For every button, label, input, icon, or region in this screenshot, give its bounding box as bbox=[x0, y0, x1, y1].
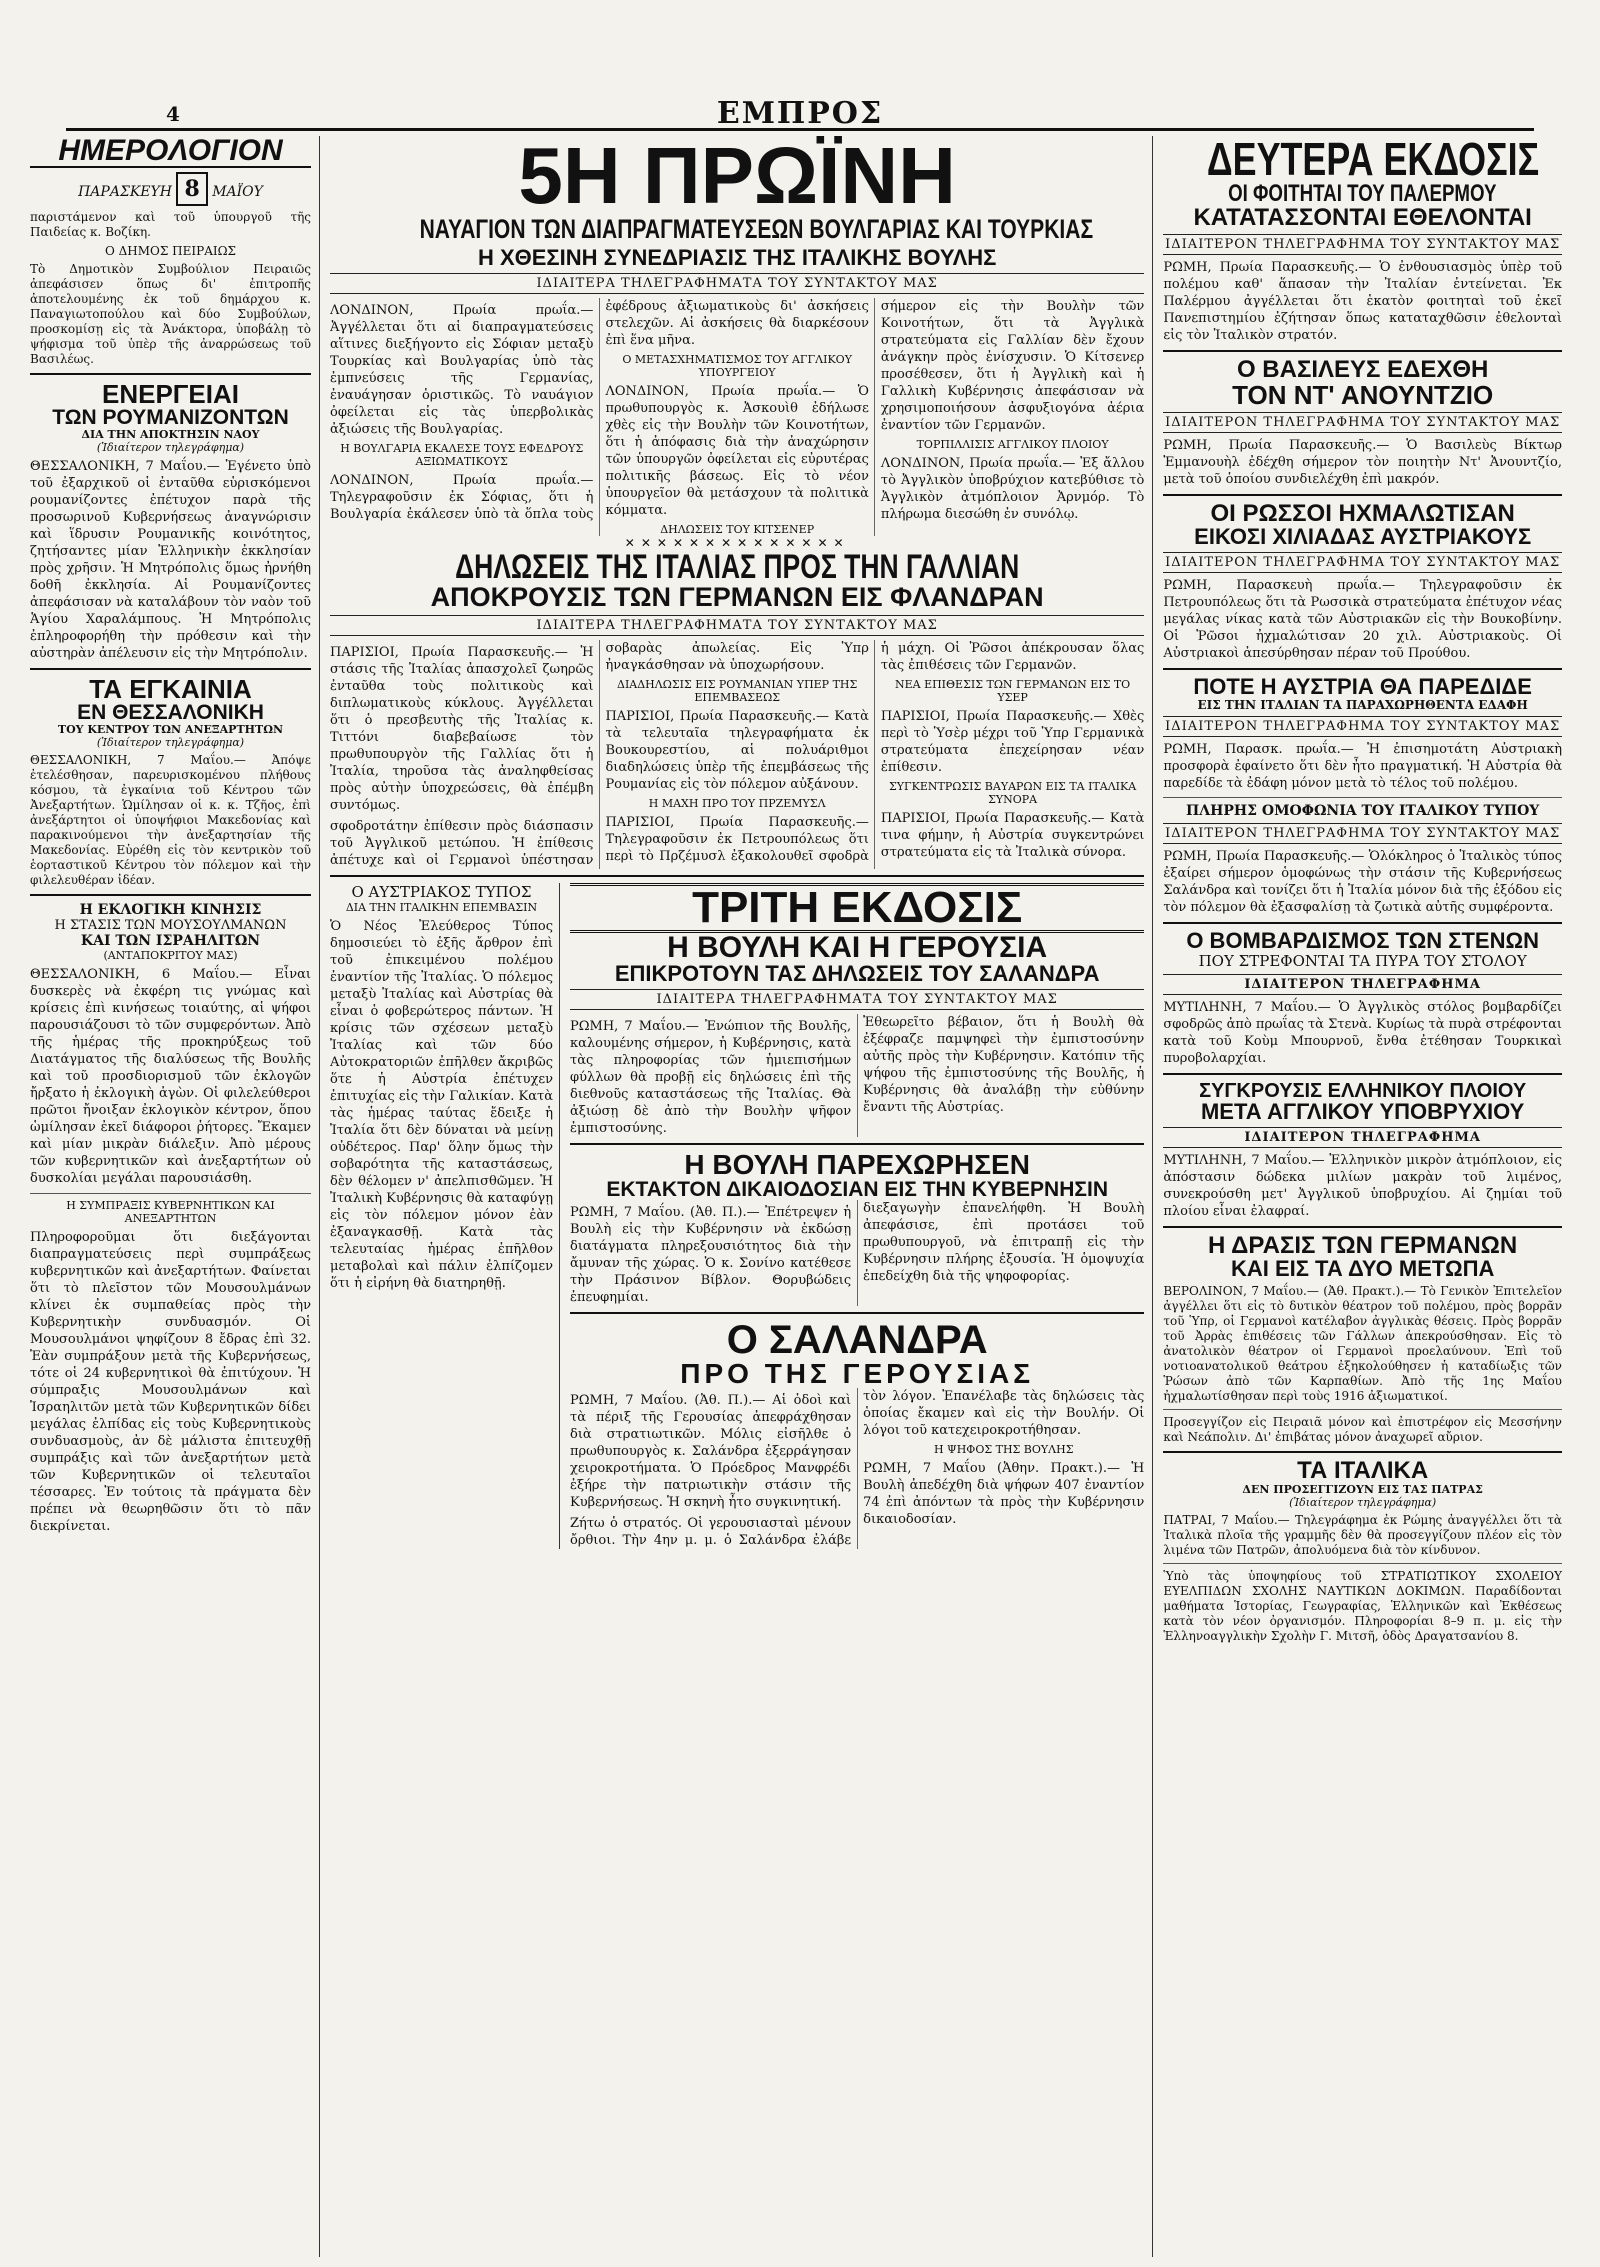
deutera-text-6: ΜΥΤΙΛΗΝΗ, 7 Μαΐου.— Ὁ Ἀγγλικὸς στόλος βομβαρδίζει σφοδρῶς ἀπὸ πρωΐας τὰ Στενὰ. Κυρίως τὰ πυρὰ στρέφονται κατὰ τοῦ Κοὺμ Μπουρνοῦ, ἔνθα ἐτέθησαν Τουρκικαὶ πυροβολαρχίαι. bbox=[1163, 1000, 1562, 1066]
proini-text-5: ΛΟΝΔΙΝΟΝ, Πρωία πρωΐα.— Ἐξ ἄλλου τὸ Ἀγγλικὸν ὑποβρύχιον κατεβύθισε τὸ Ἀγγλικὸν ἀτμόπλοιον Ἀρνμόρ. Τὸ πλήρωμα διεσώθη ἐν συνόλῳ. bbox=[880, 456, 1145, 522]
triti-text-5: ΡΩΜΗ, 7 Μαΐου. (Ἀθ. Π.).— Αἱ ὁδοὶ καὶ τὰ πέριξ τῆς Γερουσίας ἀπεφράχθησαν διὰ στρατιωτικῶν. Μόλις εἰσῆλθε ὁ πρωθυπουργὸς κ. Σαλάνδρα ἐξερράγησαν χειροκροτήματα. Ὁ Πρόεδρος Μανφρέδι ἐξήρε τὴν πατριωτικὴν στάσιν τῆς Κυβερνήσεως. Ἡ σκηνὴ ἦτο συγκινητική. bbox=[570, 1393, 852, 1510]
ekloges-subtitle-2: ΚΑΙ ΤΩΝ ΙΣΡΑΗΛΙΤΩΝ bbox=[80, 933, 261, 949]
triti-text-2: Ἐθεωρεῖτο βέβαιον, ὅτι ἡ Βουλὴ θὰ ἐξέφραζε παμψηφεὶ τὴν ἐμπιστοσύνην αὐτῆς πρὸς τὴν Κυβέρνησιν. Κατόπιν τῆς ψήφου τῆς ἐμπιστοσύνης τῆς Βουλῆς, ἡ Κυβέρνησις θὰ ἀναλάβῃ τὴν εὐθύνην ἔναντι τῆς Αὐστρίας. bbox=[863, 1015, 1145, 1115]
divider bbox=[570, 1143, 1144, 1145]
proini-subheading-5: ΤΟΡΠΙΛΛΙΣΙΣ ΑΓΓΛΙΚΟΥ ΠΛΟΙΟΥ bbox=[916, 438, 1109, 451]
proini-headline-text: ΝΑΥΑΓΙΟΝ ΤΩΝ ΔΙΑΠΡΑΓΜΑΤΕΥΣΕΩΝ ΒΟΥΛΓΑΡΙΑΣ ΚΑΙ ΤΟΥΡΚΙΑΣ bbox=[419, 214, 1094, 244]
deutera-headline-8: Η ΔΡΑΣΙΣ ΤΩΝ ΓΕΡΜΑΝΩΝ bbox=[1208, 1232, 1518, 1259]
newspaper-name: ΕΜΠΡΟΣ bbox=[716, 96, 884, 131]
triti-headline-2: Η ΒΟΥΛΗ ΠΑΡΕΧΩΡΗΣΕΝ bbox=[684, 1149, 1030, 1180]
divider bbox=[1163, 350, 1562, 352]
page-number: 4 bbox=[166, 102, 180, 126]
proini-text-2: ΛΟΝΔΙΝΟΝ, Πρωία πρωΐα.— Τηλεγραφοῦσιν ἐκ Σόφιας, ὅτι ἡ Βουλγαρία ἐκάλεσεν ὑπὸ τὰ ὅπλα τοὺς ἐφέδρους ἀξιωματικοὺς δι' ἀσκήσεις στελεχῶν. Αἱ ἀσκήσεις θὰ διαρκέσουν ἐπὶ ἕνα μῆνα. bbox=[330, 299, 869, 522]
triti-columns-2 bbox=[570, 1200, 1144, 1306]
column-deutera bbox=[1163, 136, 1570, 2257]
divider bbox=[570, 1312, 1144, 1314]
divider bbox=[1163, 1409, 1562, 1410]
deutera-title-text: ΔΕΥΤΕΡΑ ΕΚΔΟΣΙΣ bbox=[1207, 136, 1540, 185]
divider bbox=[1163, 1563, 1562, 1564]
deutera-byline-3: ΙΔΙΑΙΤΕΡΟΝ ΤΗΛΕΓΡΑΦΗΜΑ ΤΟΥ ΣΥΝΤΑΚΤΟΥ ΜΑΣ bbox=[1163, 552, 1562, 573]
divider bbox=[1163, 1073, 1562, 1075]
italy-text-3: ΠΑΡΙΣΙΟΙ, Πρωία Παρασκευῆς.— Κατὰ τὰ τελευταῖα τηλεγραφήματα ἐκ Βουκουρεστίου, αἱ πολυάριθμοι διαδηλώσεις ὑπὲρ τῆς ἐπεμβάσεως τῆς Ρουμανίας εἰς τὸν πόλεμον αὐξάνουν. bbox=[605, 709, 869, 792]
deutera-byline-5: ΙΔΙΑΙΤΕΡΟΝ ΤΗΛΕΓΡΑΦΗΜΑ ΤΟΥ ΣΥΝΤΑΚΤΟΥ ΜΑΣ bbox=[1163, 823, 1562, 844]
divider bbox=[330, 875, 1144, 877]
italy-subheadline: ΑΠΟΚΡΟΥΣΙΣ ΤΩΝ ΓΕΡΜΑΝΩΝ ΕΙΣ ΦΛΑΝΔΡΑΝ bbox=[430, 582, 1044, 612]
triti-subheadline-3: ΠΡΟ ΤΗΣ ΓΕΡΟΥΣΙΑΣ bbox=[680, 1358, 1035, 1389]
deutera-subheadline-2: ΤΟΝ ΝΤ' ΑΝΟΥΝΤΖΙΟ bbox=[1232, 380, 1494, 410]
deutera-text-1: ΡΩΜΗ, Πρωία Παρασκευῆς.— Ὁ ἐνθουσιασμὸς ὑπὲρ τοῦ πολέμου καθ' ἅπασαν τὴν Ἰταλίαν ἐντείνεται. Ἐκ Παλέρμου ἀγγέλλεται ὅτι ἑκατὸν φοιτηταὶ τοῦ ἐκεῖ Πανεπιστημίου ἐζήτησαν ὅπως καταταχθῶσιν ἐθελονταὶ εἰς τὸν Ἰταλικὸν στρατόν. bbox=[1163, 260, 1562, 343]
calendar-subheading: Ο ΔΗΜΟΣ ΠΕΙΡΑΙΩΣ bbox=[104, 244, 237, 258]
triti-text-1: ΡΩΜΗ, 7 Μαΐου.— Ἐνώπιον τῆς Βουλῆς, καλουμένης σήμερον, ἡ Κυβέρνησις, κατὰ τὰς πληροφορίας τῶν ἡμιεπισήμων φύλλων θὰ προβῇ εἰς δηλώσεις ἐπὶ τῆς διεθνοῦς καταστάσεως τῆς Ἰταλίας. Θὰ ἀξιώσῃ δὲ ἀπὸ τὴν Βουλὴν ψῆφον ἐμπιστοσύνης. bbox=[570, 1019, 852, 1136]
deutera-text-2: ΡΩΜΗ, Πρωία Παρασκευῆς.— Ὁ Βασιλεὺς Βίκτωρ Ἐμμανουὴλ ἐδέχθη σήμερον τὸν ποιητὴν Ντ' Ἀνουντζίο, μετὰ τοῦ ὁποίου συνδιελέχθη ἐπὶ μακρόν. bbox=[1163, 438, 1562, 487]
triti-subheading-4: Η ΨΗΦΟΣ ΤΗΣ ΒΟΥΛΗΣ bbox=[933, 1443, 1074, 1456]
calendar-text-2: Τὸ Δημοτικὸν Συμβούλιον Πειραιῶς ἀπεφάσισεν ὅπως δι' ἐπιτροπῆς ἀποτελουμένης ἐκ τοῦ δημάρχου κ. Παναγιωτοπούλου καὶ δύο Συμβούλων, προσκομίσῃ εἰς τὰ Ἀνάκτορα, ὑποβάλῃ τὸ ψήφισμα τοῦ ὑπὲρ τῆς ἀναρρώσεως τοῦ Βασιλέως. bbox=[30, 262, 311, 366]
divider bbox=[30, 1193, 311, 1194]
triti-headline: Η ΒΟΥΛΗ ΚΑΙ Η ΓΕΡΟΥΣΙΑ bbox=[667, 931, 1048, 964]
egkainia-note: (Ἰδιαίτερον τηλεγράφημα) bbox=[96, 736, 245, 749]
italy-subheading-3: Η ΜΑΧΗ ΠΡΟ ΤΟΥ ΠΡΖΕΜΥΣΛ bbox=[648, 797, 826, 810]
egkainia-text: ΘΕΣΣΑΛΟΝΙΚΗ, 7 Μαΐου.— Ἀπόψε ἐτελέσθησαν, παρευρισκομένου πλήθους κόσμου, τὰ ἐγκαίνια τοῦ Κέντρου τῶν Ἀνεξαρτήτων. Ὡμίλησαν οἱ κ. κ. Τζῆος, ἐπὶ ἀνεξάρτητοι οἱ ὑποψήφιοι Μακεδονίας καὶ παρακινούμενοι τὴν ἀνεξαρτησίαν τῆς Μακεδονίας. Εὑρέθη εἰς τὸν κεντρικὸν τοῦ ἑορταστικοῦ Κέντρου τὸν πόλεμον καὶ τὴν φιλελευθέραν ἰδέαν. bbox=[30, 753, 311, 887]
deutera-subheadline-4: ΕΙΣ ΤΗΝ ΙΤΑΛΙΑΝ ΤΑ ΠΑΡΑΧΩΡΗΘΕΝΤΑ ΕΔΑΦΗ bbox=[1197, 698, 1528, 712]
proini-text-4: σήμερον εἰς τὴν Βουλὴν τῶν Κοινοτήτων, ὅτι τὰ Ἀγγλικὰ στρατεύματα εἰς Γαλλίαν δὲν ἔχουν ἀνάγκην πρὸς ἐνίσχυσιν. Ὁ Κίτσενερ προσέθεσεν, ὅτι ἡ Ἀγγλικὴ καὶ ἡ Γαλλικὴ Κυβέρνησις ἀπεφάσισαν νὰ χρησιμοποιήσουν ἀσφυξιογόνα ἀέρια ἐναντίον τῶν Γερμανῶν. bbox=[880, 299, 1145, 433]
proini-columns bbox=[330, 298, 1144, 536]
deutera-text-5: ΡΩΜΗ, Πρωία Παρασκευῆς.— Ὁλόκληρος ὁ Ἰταλικὸς τύπος ἐξαίρει σήμερον ὁμοφώνως τὴν στάσιν τῆς Κυβερνήσεως Σαλάνδρα καὶ τονίζει ὅτι ἡ Ἰταλία μόνον διὰ τῆς ἐξόδου εἰς τὸν πόλεμον θὰ ἐξασφαλίσῃ τὰ ζωτικὰ αὐτῆς συμφέροντα. bbox=[1163, 849, 1562, 915]
masthead-rule bbox=[66, 128, 1534, 131]
deutera-subheadline-6: ΠΟΥ ΣΤΡΕΦΟΝΤΑΙ ΤΑ ΠΥΡΑ ΤΟΥ ΣΤΟΛΟΥ bbox=[1198, 952, 1527, 970]
deutera-byline-2: ΙΔΙΑΙΤΕΡΟΝ ΤΗΛΕΓΡΑΦΗΜΑ ΤΟΥ ΣΥΝΤΑΚΤΟΥ ΜΑΣ bbox=[1163, 412, 1562, 433]
triti-subheadline-2: ΕΚΤΑΚΤΟΝ ΔΙΚΑΙΟΔΟΣΙΑΝ ΕΙΣ ΤΗΝ ΚΥΒΕΡΝΗΣΙΝ bbox=[606, 1178, 1108, 1201]
column-grid bbox=[30, 136, 1570, 2257]
divider bbox=[30, 373, 311, 375]
divider bbox=[1163, 1226, 1562, 1228]
calendar-title: ΗΜΕΡΟΛΟΓΙΟΝ bbox=[30, 136, 311, 168]
divider bbox=[1163, 797, 1562, 798]
deutera-headline-2: Ο ΒΑΣΙΛΕΥΣ ΕΔΕΧΘΗ bbox=[1236, 356, 1489, 383]
egkainia-title: ΤΑ ΕΓΚΑΙΝΙΑ bbox=[89, 674, 252, 704]
austrian-press-text: Ὁ Νέος Ἐλεύθερος Τύπος δημοσιεύει τὸ ἑξῆς ἄρθρον ἐπὶ τοῦ ἐπικειμένου πολέμου ἐναντίον τῆς Ἰταλίας. Ὁ πόλεμος μεταξὺ Ἰταλίας καὶ Αὐστρίας θὰ εἶναι ὁ φοβερώτερος πάντων. Ἡ κρίσις τῶν σχέσεων μεταξὺ Ἰταλίας καὶ τῶν δύο Αὐτοκρατοριῶν ἐπῆλθεν ἄκριβῶς ὅτε ἡ Αὐστρία ἐπέτυχεν ἐπιτυχίας εἰς τὴν Γαλικίαν. Κατὰ τὰς ἡμέρας ταύτας ἔδειξε ἡ Ἰταλία ὅτι δὲν δύναται νὰ μείνῃ οὐδέτερος. Παρ' ὅλην ὅμως τὴν σοβαρότητα τῆς καταστάσεως, δὲν θέλομεν ν' ἀπελπισθῶμεν. Ἡ Ἰταλικὴ Κυβέρνησις θὰ καταφύγῃ εἰς τὸν πόλεμον μόνον ἐὰν ἐξαναγκασθῇ. Κατὰ τὰς τελευταίας ἡμέρας ἐπῆλθον μεταβολαὶ καὶ πάλιν ἐλπίζομεν ὅτι ἡ εἰρήνη θὰ διατηρηθῇ. bbox=[330, 919, 553, 1291]
article-ekloges bbox=[30, 902, 311, 1187]
deutera-text-3: ΡΩΜΗ, Παρασκευὴ πρωΐα.— Τηλεγραφοῦσιν ἐκ Πετρουπόλεως ὅτι τὰ Ρωσσικὰ στρατεύματα ἐπέτυχον νέας μεγάλας νίκας κατὰ τῶν Αὐστριακῶν εἰς τὴν Βουκοβίνην. Οἱ Ῥῶσοι ἠχμαλώτισαν 20 χιλ. Αὐστριακοὺς. Οἱ Αὐστριακοὶ ἀπεσύρθησαν πέραν τοῦ Προύθου. bbox=[1163, 578, 1562, 661]
deutera-headline-9: ΤΑ ΙΤΑΛΙΚΑ bbox=[1297, 1457, 1429, 1484]
proini-subheadline: Η ΧΘΕΣΙΝΗ ΣΥΝΕΔΡΙΑΣΙΣ ΤΗΣ ΙΤΑΛΙΚΗΣ ΒΟΥΛΗΣ bbox=[477, 245, 997, 270]
proini-text-3: ΛΟΝΔΙΝΟΝ, Πρωία πρωΐα.— Ὁ πρωθυπουργὸς κ. Ἀσκουὶθ ἐδήλωσε χθὲς εἰς τὴν Βουλὴν τῶν Κοινοτήτων, ὅτι ἡ ἀπόφασις διὰ τὴν ἀναχώρησιν τῶν ὑπουργῶν ὀφείλεται εἰς εὐρυτέρας πολιτικῆς βάσεως. Εἰς τὸ νέον ὑπουργεῖον θὰ μετάσχουν τὰ πολιτικὰ κόμματα. bbox=[605, 384, 869, 518]
calendar-text-1: παριστάμενον καὶ τοῦ ὑπουργοῦ τῆς Παιδείας κ. Βοζίκη. bbox=[30, 210, 311, 239]
triti-text-7: ΡΩΜΗ, 7 Μαΐου (Ἀθην. Πρακτ.).— Ἡ Βουλὴ ἀπεδέχθη διὰ ψήφων 407 ἐναντίον 74 ἐπὶ ἀπόντων τὰ πρὸς τὴν Κυβέρνησιν δικαιοδοσίαν. bbox=[863, 1461, 1145, 1527]
deutera-byline-7: ΙΔΙΑΙΤΕΡΟΝ ΤΗΛΕΓΡΑΦΗΜΑ bbox=[1163, 1127, 1562, 1148]
deutera-text-7: ΜΥΤΙΛΗΝΗ, 7 Μαΐου.— Ἑλληνικὸν μικρὸν ἀτμόπλοιον, εἰς ἀπόστασιν δώδεκα μιλίων μακρὰν τοῦ λιμένος, συνεκρούσθη μετ' Ἀγγλικοῦ ὑποβρυχίου. Αἱ ζημίαι τοῦ πλοίου εἶναι ἐλαφραί. bbox=[1163, 1153, 1562, 1219]
italy-headline-text: ΔΗΛΩΣΕΙΣ ΤΗΣ ΙΤΑΛΙΑΣ ΠΡΟΣ ΤΗΝ ΓΑΛΛΙΑΝ bbox=[455, 548, 1020, 586]
article-energeiai bbox=[30, 381, 311, 662]
ekloges-note: (ΑΝΤΑΠΟΚΡΙΤΟΥ ΜΑΣ) bbox=[103, 949, 238, 962]
calendar-date-number: 8 bbox=[176, 172, 207, 206]
triti-title: ΤΡΙΤΗ ΕΚΔΟΣΙΣ bbox=[570, 883, 1144, 933]
austrian-press-subtitle: ΔΙΑ ΤΗΝ ΙΤΑΛΙΚΗΝ ΕΠΕΜΒΑΣΙΝ bbox=[345, 901, 538, 914]
italy-text-6: ΠΑΡΙΣΙΟΙ, Πρωία Παρασκευῆς.— Κατὰ τινα φήμην, ἡ Αὐστρία συγκεντρώνει στρατεύματα εἰς τὰ Ἰταλικὰ σύνορα. bbox=[880, 811, 1145, 860]
deutera-title bbox=[1163, 136, 1562, 185]
deutera-headline-7: ΣΥΓΚΡΟΥΣΙΣ ΕΛΛΗΝΙΚΟΥ ΠΛΟΙΟΥ bbox=[1199, 1080, 1527, 1102]
deutera-byline-6: ΙΔΙΑΙΤΕΡΟΝ ΤΗΛΕΓΡΑΦΗΜΑ bbox=[1163, 974, 1562, 995]
triti-text-3: ΡΩΜΗ, 7 Μαΐου. (Ἀθ. Π.).— Ἐπέτρεψεν ἡ Βουλὴ εἰς τὴν Κυβέρνησιν νὰ ἐκδώσῃ διατάγματα πληρεξουσιότητος διὰ τὴν ἄμυναν τῆς χώρας. Ὁ κ. Σονίνο κατέθεσε τὴν Πράσινον Βίβλον. Θορυβώδεις ἐπευφημίαι. bbox=[570, 1205, 852, 1305]
triti-columns-3 bbox=[570, 1388, 1144, 1549]
deutera-text-9: ΠΑΤΡΑΙ, 7 Μαΐου.— Τηλεγράφημα ἐκ Ρώμης ἀναγγέλλει ὅτι τὰ Ἰταλικὰ πλοῖα τῆς γραμμῆς δὲν θὰ προσεγγίζουν πλέον εἰς τὸν λιμένα τῶν Πατρῶν, ἀπολυόμενα διὰ τὸν κίνδυνον. bbox=[1163, 1513, 1562, 1557]
article-egkainia bbox=[30, 676, 311, 888]
divider bbox=[1163, 922, 1562, 924]
deutera-headline-6: Ο ΒΟΜΒΑΡΔΙΣΜΟΣ ΤΩΝ ΣΤΕΝΩΝ bbox=[1186, 928, 1539, 953]
deutera-headline-4: ΠΟΤΕ Η ΑΥΣΤΡΙΑ ΘΑ ΠΑΡΕΔΙΔΕ bbox=[1193, 674, 1532, 699]
deutera-subheadline-9: ΔΕΝ ΠΡΟΣΕΓΓΙΖΟΥΝ ΕΙΣ ΤΑΣ ΠΑΤΡΑΣ bbox=[1242, 1483, 1483, 1496]
italy-subheading-4: ΝΕΑ ΕΠΙΘΕΣΙΣ ΤΩΝ ΓΕΡΜΑΝΩΝ ΕΙΣ ΤΟ ΥΣΕΡ bbox=[894, 678, 1131, 704]
divider bbox=[30, 668, 311, 670]
deutera-byline-4: ΙΔΙΑΙΤΕΡΟΝ ΤΗΛΕΓΡΑΦΗΜΑ ΤΟΥ ΣΥΝΤΑΚΤΟΥ ΜΑΣ bbox=[1163, 716, 1562, 737]
ekloges-title: Η ΕΚΛΟΓΙΚΗ ΚΙΝΗΣΙΣ bbox=[79, 902, 262, 918]
lower-main bbox=[330, 883, 1144, 1549]
triti-columns-1 bbox=[570, 1014, 1144, 1137]
article-austrian-press bbox=[330, 883, 560, 1549]
proini-subheading-4: ΔΗΛΩΣΕΙΣ ΤΟΥ ΚΙΤΣΕΝΕΡ bbox=[660, 523, 815, 536]
energeiai-text: ΘΕΣΣΑΛΟΝΙΚΗ, 7 Μαΐου.— Ἐγένετο ὑπὸ τοῦ ἐξαρχικοῦ οἱ ἐνταῦθα εὑρισκόμενοι ρουμανίζοντες ἐπέτυχον παρὰ τῆς προσωρινοῦ Κυβερνήσεως ἀναγνώρισιν καὶ ἵδρυσιν Ρουμανικῆς κοινότητος, ζητήσαντες μίαν Ἑλληνικὴν ἐκκλησίαν πρὸς χρῆσιν. Ἡ Μητρόπολις ὅμως ἠρνήθη δοθῆ ἐκκλησία. Αἱ Ρουμανίζοντες ἀπεφάσισαν νὰ καταλάβουν τὸν ναὸν τοῦ Ἁγίου Χαραλάμπους. Ἡ Μητρόπολις ἐπληροφορήθη τὴν πρόθεσιν καὶ τὴν αὐστηρὰν ἀπέλευσιν εἰς τὴν Μητρόπολιν. bbox=[30, 459, 311, 661]
ekloges-subtitle-1: Η ΣΤΑΣΙΣ ΤΩΝ ΜΟΥΣΟΥΛΜΑΝΩΝ bbox=[54, 918, 287, 933]
italy-text-5: ΠΑΡΙΣΙΟΙ, Πρωία Παρασκευῆς.— Χθὲς περὶ τὸ Ὑσὲρ μέχρι τοῦ Ὑπρ Γερμανικὰ στρατεύματα ἐπεχείρησαν νέαν ἐπίθεσιν. bbox=[880, 709, 1145, 775]
energeiai-title: ΕΝΕΡΓΕΙΑΙ bbox=[102, 379, 239, 409]
deutera-text-8: ΒΕΡΟΛΙΝΟΝ, 7 Μαΐου.— (Ἀθ. Πρακτ.).— Τὸ Γενικὸν Ἐπιτελεῖον ἀγγέλλει ὅτι εἰς τὸ δυτικὸν θέατρον τοῦ πολέμου, πρὸς βορρᾶν τοῦ Ὑπρ, οἱ Γερμανοὶ κατέλαβον ἀγγλικὰς θέσεις. Πρὸς βορρᾶν τοῦ Ἀρρὰς ἐπιθέσεις τῶν Γάλλων ἀπεκρούσθησαν. Εἰς τὸ ἀνατολικὸν θέατρον οἱ Γερμανοὶ προελαύνουν. Ἐπὶ τοῦ νοτιοανατολικοῦ θεάτρου ἐξηκολούθησεν ἡ καταδίωξις τῶν Ῥώσων ἀπὸ τῶν Καρπαθίων. Ἀπὸ τῆς 1ης Μαΐου ἠχμαλωτίσθησαν περὶ τοὺς 1916 ἀξιωματικοί. bbox=[1163, 1284, 1562, 1403]
symmaxies-text: Πληροφοροῦμαι ὅτι διεξάγονται διαπραγματεύσεις περὶ συμπράξεως κυβερνητικῶν καὶ ἀνεξαρτήτων. Φαίνεται ὅτι τὸ πλεῖστον τῶν Μουσουλμάνων κλίνει ἐκ συμπαθείας πρὸς τὴν Κυβερνητικὴν συνδυασμόν. Οἱ Μουσουλμάνοι ψηφίζουν 8 ἔδρας ἐπὶ 32. Ἐὰν συμπράξουν μετὰ τῆς Κυβερνήσεως, τότε οἱ 24 κυβερνητικοὶ θὰ ἐπιτύχουν. Ἡ σύμπραξις Μουσουλμάνων καὶ Ἰσραηλιτῶν μετὰ τῶν Κυβερνητικῶν δίδει μεγάλας ἐλπίδας εἰς τοὺς Κυβερνητικοὺς συνδυασμοὺς, ἀν δὲ μάλιστα ἐπιτευχθῇ συμπράξις καὶ τῶν ἀνεξαρτήτων μετὰ τῶν Κυβερνητικῶν οἱ τελευταῖοι τέσσαρες. Ἐν τούτοις τὰ πράγματα δὲν πρέπει νὰ θεωρηθῶσιν ὅτι τὸ πᾶν διεκρίνεται. bbox=[30, 1230, 311, 1534]
triti-subheadline: ΕΠΙΚΡΟΤΟΥΝ ΤΑΣ ΔΗΛΩΣΕΙΣ ΤΟΥ ΣΑΛΑΝΔΡΑ bbox=[614, 961, 1100, 986]
deutera-headline bbox=[1163, 182, 1562, 206]
deutera-headline-text: ΟΙ ΦΟΙΤΗΤΑΙ ΤΟΥ ΠΑΛΕΡΜΟΥ bbox=[1228, 180, 1497, 207]
deutera-note-9: (Ἰδιαίτερον τηλεγράφημα) bbox=[1289, 1496, 1437, 1509]
school-notice: Ὑπὸ τὰς ὑποψηφίους τοῦ ΣΤΡΑΤΙΩΤΙΚΟΥ ΣΧΟΛΕΙΟΥ ΕΥΕΛΠΙΔΩΝ ΣΧΟΛΗΣ ΝΑΥΤΙΚΩΝ ΔΟΚΙΜΩΝ. Παραδίδονται μαθήματα Ἱστορίας, Γεωγραφίας, Ἑλληνικῶν καὶ Ἐκθέσεως κατὰ τὸν νέον ὀργανισμόν. Πληροφορίαι 8–9 π. μ. εἰς τὴν Ἑλληνοαγγλικὴν Σχολὴν Γ. Μιτσῆ, ὁδὸς Δραγατσανίου 8. bbox=[1163, 1569, 1562, 1643]
article-symmaxies bbox=[30, 1199, 311, 1535]
calendar-day: ΠΑΡΑΣΚΕΥΗ bbox=[78, 184, 172, 200]
calendar-month: ΜΑΪΟΥ bbox=[212, 184, 263, 200]
deutera-headline-3: ΟΙ ΡΩΣΣΟΙ ΗΧΜΑΛΩΤΙΣΑΝ bbox=[1210, 500, 1515, 527]
italy-headline bbox=[330, 550, 1144, 584]
section-triti bbox=[570, 883, 1144, 1549]
deutera-text-4: ΡΩΜΗ, Παρασκ. πρωΐα.— Ἡ ἐπισημοτάτη Αὐστριακὴ προσφορὰ ἐφαίνετο ὅτι δὲν ἦτο πραγματική. Ἡ Αὐστρία θὰ παρεδίδε τὰ ἐδάφη μόνον μετὰ τὸ τέλος τοῦ πολέμου. bbox=[1163, 742, 1562, 791]
italy-columns bbox=[330, 640, 1144, 869]
triti-text-6: Ζήτω ὁ στρατός. Οἱ γερουσιασταὶ μένουν ὄρθιοι. Τὴν 4ην μ. μ. ὁ Σαλάνδρα ἐλάβε τὸν λόγον. Ἐπανέλαβε τὰς δηλώσεις τὰς ὁποίας ἔκαμεν καὶ εἰς τὴν Βουλήν. Οἱ λόγοι τοῦ κατεχειροκροτήθησαν. bbox=[570, 1389, 1145, 1548]
divider bbox=[30, 894, 311, 896]
calendar-date bbox=[30, 172, 311, 206]
energeiai-subtitle-1: ΤΩΝ ΡΟΥΜΑΝΙΖΟΝΤΩΝ bbox=[52, 406, 289, 429]
italy-text-2: σφοδροτάτην ἐπίθεσιν πρὸς διάσπασιν τοῦ Ἀγγλικοῦ μετώπου. Ἡ ἐπίθεσις ἀπέτυχε καὶ οἱ Γερμανοὶ ὑπέστησαν σοβαρὰς ἀπωλείας. Εἰς Ὑπρ ἠναγκάσθησαν νὰ ὑποχωρήσουν. bbox=[330, 641, 869, 868]
ornament-divider: ✕✕✕✕✕✕✕✕✕✕✕✕✕✕ bbox=[624, 536, 850, 550]
proini-headline bbox=[330, 216, 1144, 243]
triti-byline: ΙΔΙΑΙΤΕΡΑ ΤΗΛΕΓΡΑΦΗΜΑΤΑ ΤΟΥ ΣΥΝΤΑΚΤΟΥ ΜΑΣ bbox=[570, 989, 1144, 1010]
energeiai-note: (Ἰδιαίτερον τηλεγράφημα) bbox=[96, 441, 245, 454]
italy-subheading-5: ΣΥΓΚΕΝΤΡΩΣΙΣ ΒΑΥΑΡΩΝ ΕΙΣ ΤΑ ΙΤΑΛΙΚΑ ΣΥΝΟΡΑ bbox=[889, 780, 1137, 806]
deutera-subheadline-8: ΚΑΙ ΕΙΣ ΤΑ ΔΥΟ ΜΕΤΩΠΑ bbox=[1230, 1256, 1495, 1281]
divider bbox=[1163, 668, 1562, 670]
deutera-subheadline-7: ΜΕΤΑ ΑΓΓΛΙΚΟΥ ΥΠΟΒΡΥΧΙΟΥ bbox=[1200, 1099, 1525, 1124]
proini-byline: ΙΔΙΑΙΤΕΡΑ ΤΗΛΕΓΡΑΦΗΜΑΤΑ ΤΟΥ ΣΥΝΤΑΚΤΟΥ ΜΑΣ bbox=[330, 273, 1144, 294]
italy-text-4: ΠΑΡΙΣΙΟΙ, Πρωία Παρασκευῆς.— Τηλεγραφοῦσιν ἐκ Πετρουπόλεως ὅτι περὶ τὸ Πρζέμυσλ ἐξακολουθεῖ σφοδρὰ ἡ μάχη. Οἱ Ῥῶσοι ἀπέκρουσαν ὅλας τὰς ἐπιθέσεις τῶν Γερμανῶν. bbox=[605, 641, 1145, 864]
proini-subheading-3: Ο ΜΕΤΑΣΧΗΜΑΤΙΣΜΟΣ ΤΟΥ ΑΓΓΛΙΚΟΥ ΥΠΟΥΡΓΕΙΟΥ bbox=[622, 353, 852, 379]
divider bbox=[1163, 1451, 1562, 1453]
ekloges-text: ΘΕΣΣΑΛΟΝΙΚΗ, 6 Μαΐου.— Εἶναι δυσκερὲς νὰ ἐκφέρη τις γνώμας καὶ κρίσεις ἐπὶ κινήσεως τοιαύτης, αἱ ψήφοι παρουσιάζουσι τὸ τῶν συμφερόντων. Ἀπὸ τῆς ἡμέρας τῆς προκηρύξεως τοῦ Διατάγματος τῆς διαλύσεως τῆς Βουλῆς καὶ τοῦ προσδιορισμοῦ τῶν ἐκλογῶν ἤρξατο ἡ ἐκλογικὴ ἀγὼν. Οἱ φιλελεύθεροι πρῶτοι ἤνοιξαν ἐκλογικὸν κέντρον, ὅπου ὡμίλησαν ἐκεῖ διάφοροι ῥήτορες. Ἔκαμεν καὶ μίαν μικρὰν διάλεξιν. Ἀπὸ μέρους τῶν κυβερνητικῶν καὶ ἀνεξαρτήτων οὐ δυσκολίαι μεγάλαι παρουσιάσθη. bbox=[30, 967, 311, 1186]
deutera-subheadline-3: ΕΙΚΟΣΙ ΧΙΛΙΑΔΑΣ ΑΥΣΤΡΙΑΚΟΥΣ bbox=[1194, 524, 1532, 549]
column-main bbox=[330, 136, 1153, 2257]
deutera-byline: ΙΔΙΑΙΤΕΡΟΝ ΤΗΛΕΓΡΑΦΗΜΑ ΤΟΥ ΣΥΝΤΑΚΤΟΥ ΜΑΣ bbox=[1163, 234, 1562, 255]
symmaxies-title: Η ΣΥΜΠΡΑΞΙΣ ΚΥΒΕΡΝΗΤΙΚΩΝ ΚΑΙ ΑΝΕΞΑΡΤΗΤΩΝ bbox=[66, 1199, 275, 1225]
divider bbox=[1163, 494, 1562, 496]
proini-subheading-2: Η ΒΟΥΛΓΑΡΙΑ ΕΚΑΛΕΣΕ ΤΟΥΣ ΕΦΕΔΡΟΥΣ ΑΞΙΩΜΑΤΙΚΟΥΣ bbox=[340, 442, 584, 468]
deutera-notice: Προσεγγίζον εἰς Πειραιᾶ μόνον καὶ ἐπιστρέφον εἰς Μεσσήνην καὶ Νεάπολιν. Δι' ἐπιβάτας μόνον ἀναχωρεῖ αὔριον. bbox=[1163, 1415, 1562, 1444]
italy-subheading-2: ΔΙΑΔΗΛΩΣΙΣ ΕΙΣ ΡΟΥΜΑΝΙΑΝ ΥΠΕΡ ΤΗΣ ΕΠΕΜΒΑΣΕΩΣ bbox=[617, 678, 858, 704]
egkainia-subtitle-1: ΕΝ ΘΕΣΣΑΛΟΝΙΚΗ bbox=[77, 701, 264, 724]
austrian-press-title: Ο ΑΥΣΤΡΙΑΚΟΣ ΤΥΠΟΣ bbox=[351, 883, 532, 901]
triti-headline-3: Ο ΣΑΛΑΝΔΡΑ bbox=[726, 1318, 988, 1362]
energeiai-subtitle-2: ΔΙΑ ΤΗΝ ΑΠΟΚΤΗΣΙΝ ΝΑΟΥ bbox=[81, 428, 260, 441]
masthead bbox=[26, 0, 1574, 131]
column-calendar bbox=[30, 136, 320, 2257]
italy-text-1: ΠΑΡΙΣΙΟΙ, Πρωία Παρασκευῆς.— Ἡ στάσις τῆς Ἰταλίας ἀπασχολεῖ ζωηρῶς ἐνταῦθα τοὺς πολιτικοὺς καὶ διπλωματικοὺς κύκλους. Ἀγγέλλεται ὅτι ὁ πρεσβευτὴς τῆς Ἰταλίας κ. Τιττόνι διαβεβαίωσε τὸν πρωθυπουργὸν τῆς Γαλλίας ὅτι ἡ Ἰταλία, τηροῦσα τὰς ἀναληφθείσας πρὸς αὐτὴν ὑποχρεώσεις, θὰ ἐπέμβη συντόμως. bbox=[330, 645, 594, 813]
proini-text-1: ΛΟΝΔΙΝΟΝ, Πρωία πρωΐα.— Ἀγγέλλεται ὅτι αἱ διαπραγματεύσεις αἵτινες διεξήγοντο εἰς Σόφιαν μεταξὺ Τουρκίας καὶ Βουλγαρίας ὑπὸ τὰς ἐμπνεύσεις τῆς Γερμανίας, ἐναυάγησαν ὁριστικῶς. Τὸ ναυάγιον ὀφείλεται εἰς τὰς ὑπερβολικὰς ἀξιώσεις τῆς Βουλγαρίας. bbox=[330, 303, 594, 437]
proini-title: 5Η ΠΡΩΪΝΗ bbox=[518, 136, 956, 220]
deutera-subheadline: ΚΑΤΑΤΑΣΣΟΝΤΑΙ ΕΘΕΛΟΝΤΑΙ bbox=[1193, 204, 1532, 231]
italy-byline: ΙΔΙΑΙΤΕΡΑ ΤΗΛΕΓΡΑΦΗΜΑΤΑ ΤΟΥ ΣΥΝΤΑΚΤΟΥ ΜΑΣ bbox=[330, 615, 1144, 636]
triti-text-4: διεξαγωγὴν ἐπανελήφθη. Ἡ Βουλὴ ἀπεφάσισε, ἐπὶ προτάσει τοῦ πρωθυπουργοῦ, νὰ ἐπιτραπῇ εἰς τὴν Κυβέρνησιν πλήρης ἐξουσία. Ἡ ὁμοψυχία ἐπεδείχθη διὰ τῆς ψηφοφορίας. bbox=[863, 1201, 1145, 1284]
deutera-headline-5: ΠΛΗΡΗΣ ΟΜΟΦΩΝΙΑ ΤΟΥ ΙΤΑΛΙΚΟΥ ΤΥΠΟΥ bbox=[1186, 803, 1540, 819]
egkainia-subtitle-2: ΤΟΥ ΚΕΝΤΡΟΥ ΤΩΝ ΑΝΕΞΑΡΤΗΤΩΝ bbox=[57, 723, 284, 736]
